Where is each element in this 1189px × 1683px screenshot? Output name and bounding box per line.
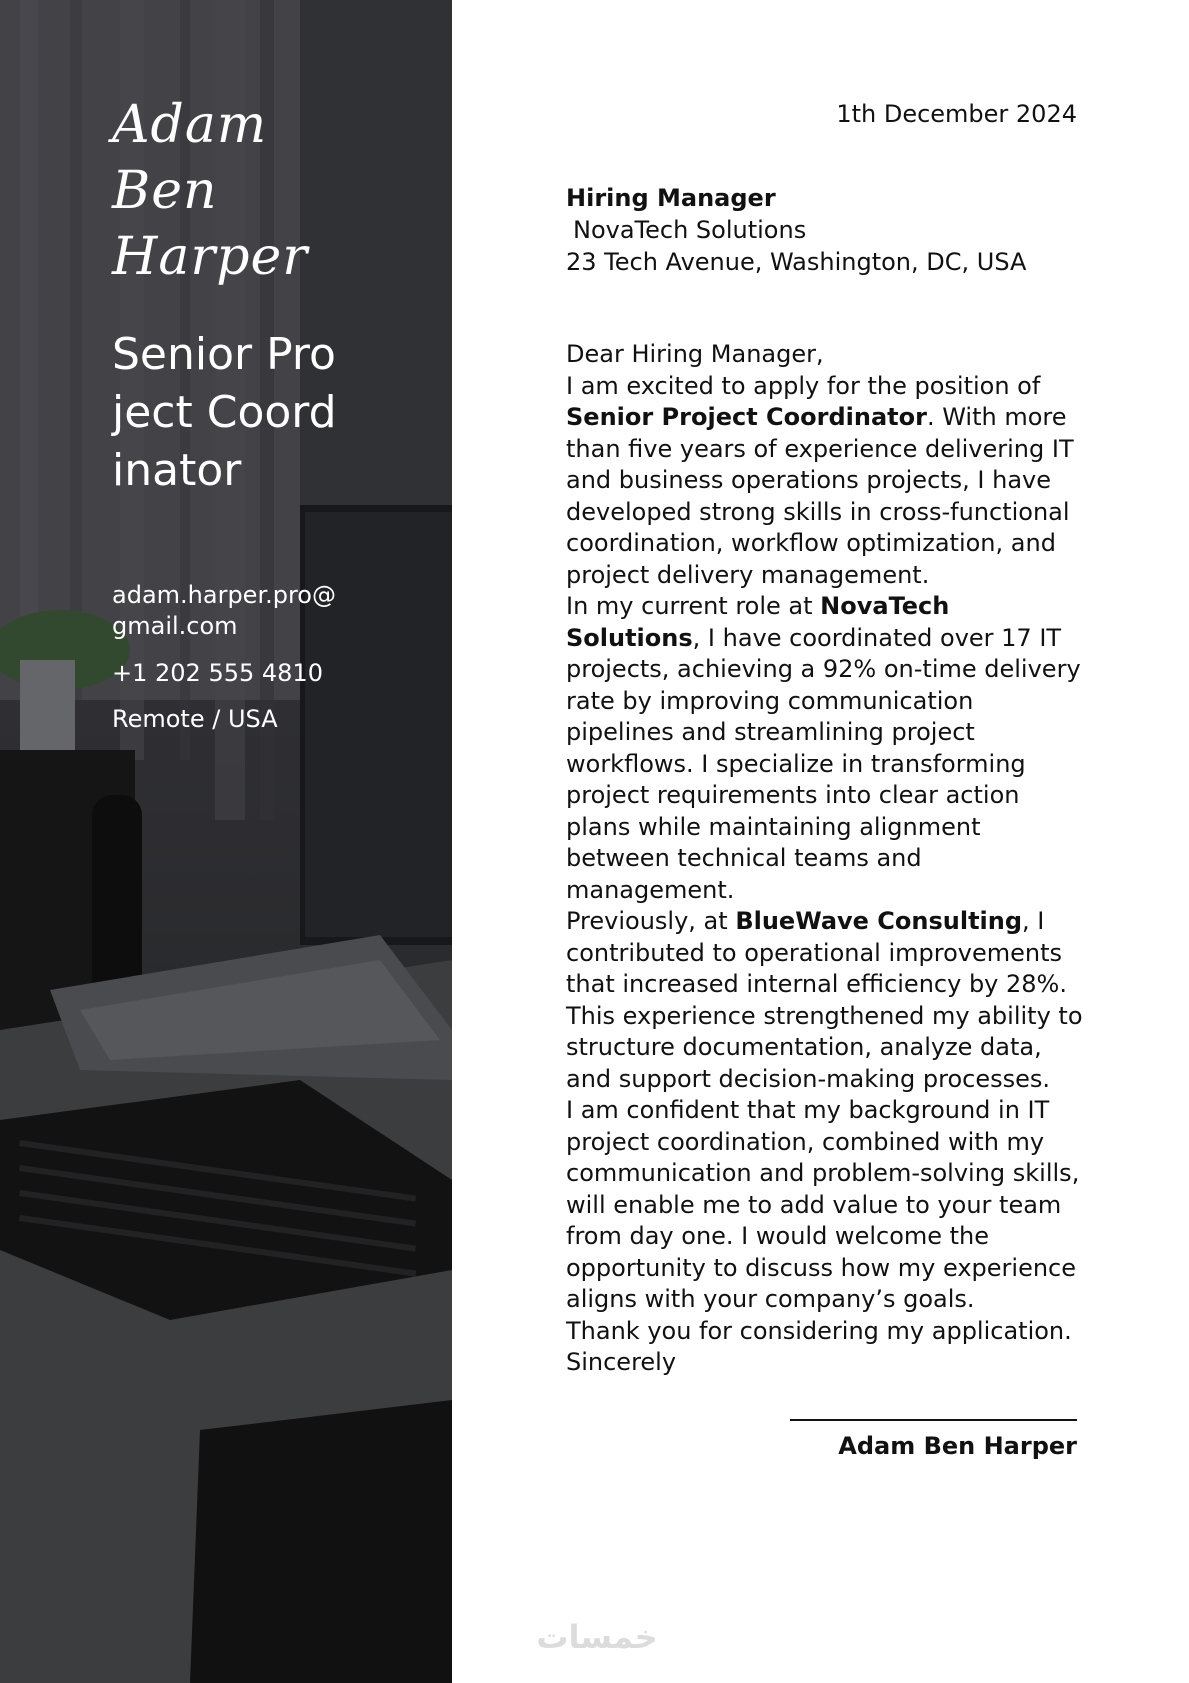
paragraph-bold-run: BlueWave Consulting <box>735 907 1023 935</box>
paragraph-text-run: In my current role at <box>566 592 821 620</box>
job-title: Senior Project Coordinator <box>112 329 337 496</box>
paragraph-text-run: Sincerely <box>566 1348 677 1376</box>
paragraph-text-run: I am excited to apply for the position of <box>566 371 1041 400</box>
letter-paragraph <box>566 371 1086 592</box>
recipient-company: NovaTech Solutions <box>573 216 807 244</box>
paragraph-text-run: . With more than five years of experience delivering IT and business operations projects, I have developed strong skills in cross-functional coordination, workflow optimization, and project delivery management. <box>566 403 1074 589</box>
name-middle: Ben <box>112 161 218 221</box>
letter-body <box>566 339 1086 1379</box>
letter-paragraph <box>566 1347 1086 1379</box>
letter-paragraph <box>566 339 1086 371</box>
letter-paragraph <box>566 591 1086 906</box>
letter-paragraph <box>566 906 1086 1095</box>
recipient-block <box>566 182 1086 278</box>
signature-name: Adam Ben Harper <box>838 1432 1077 1460</box>
sidebar-photo-panel <box>0 0 452 1683</box>
paragraph-text-run: Thank you for considering my application. <box>566 1316 1072 1345</box>
letter-paragraph <box>566 1095 1086 1316</box>
paragraph-bold-run: NovaTech Solutions <box>566 592 950 652</box>
name-first: Adam <box>112 95 268 155</box>
paragraph-text-run: , I contributed to operational improvements that increased internal efficiency by 28%. This experience strengthened my ability to structure documentation, analyze data, and support decision-making processes. <box>566 907 1083 1093</box>
contact-location: Remote / USA <box>112 705 278 733</box>
contact-phone[interactable]: +1 202 555 4810 <box>112 659 323 687</box>
paragraph-text-run: , I have coordinated over 17 IT projects, achieving a 92% on-time delivery rate by improving communication pipelines and streamlining project workflows. I specialize in transforming project requirements into clear action plans while maintaining alignment between technical teams and management. <box>566 623 1081 904</box>
recipient-address: 23 Tech Avenue, Washington, DC, USA <box>566 248 1027 276</box>
applicant-name <box>112 92 432 290</box>
khamsat-watermark-logo <box>522 1614 672 1658</box>
name-last: Harper <box>112 227 309 287</box>
contact-email[interactable]: adam.harper.pro@gmail.com <box>112 581 336 640</box>
letter-date: 1th December 2024 <box>836 100 1077 128</box>
paragraph-bold-run: Senior Project Coordinator <box>566 403 927 431</box>
paragraph-text-run: Previously, at <box>566 907 736 935</box>
signature-line <box>790 1419 1077 1421</box>
recipient-title: Hiring Manager <box>566 184 776 212</box>
letter-paragraph <box>566 1316 1086 1348</box>
paragraph-text-run: Dear Hiring Manager, <box>566 340 824 368</box>
paragraph-text-run: I am confident that my background in IT project coordination, combined with my communication and problem-solving skills, will enable me to add value to your team from day one. I would welcome the opportunity to discuss how my experience aligns with your company’s goals. <box>566 1096 1080 1313</box>
watermark-text: خمسات <box>536 1618 658 1656</box>
